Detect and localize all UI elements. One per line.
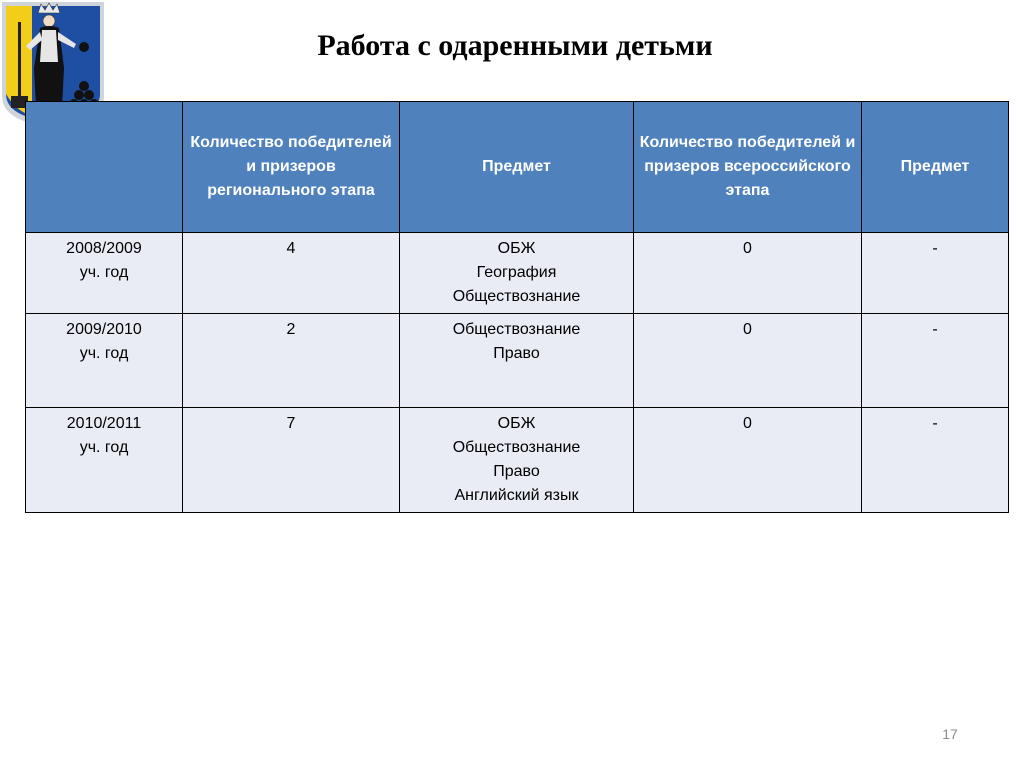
slide-title: Работа с одаренными детьми [317, 29, 713, 62]
subject-line: ОБЖ [497, 415, 536, 432]
year-line: 2010/2011 [66, 415, 142, 432]
national-count-cell: 0 [634, 233, 862, 314]
year-cell [26, 233, 183, 314]
subject-line: Право [493, 463, 540, 480]
year-cell [26, 408, 183, 513]
year-line: 2008/2009 [66, 240, 142, 257]
header-regional-subjects: Предмет [400, 102, 634, 233]
subject-line: География [476, 264, 557, 281]
year-line: уч. год [79, 345, 129, 362]
subject-line: ОБЖ [497, 240, 536, 257]
header-year [26, 102, 183, 233]
regional-count-cell: 7 [183, 408, 400, 513]
subject-line: Право [493, 345, 540, 362]
table-row [26, 233, 1009, 314]
national-subjects-cell: - [862, 314, 1009, 408]
regional-count-cell: 2 [183, 314, 400, 408]
header-national-subjects: Предмет [862, 102, 1009, 233]
header-regional-count: Количество победителей и призеров регионального этапа [183, 102, 400, 233]
table-row [26, 314, 1009, 408]
year-line: уч. год [79, 439, 129, 456]
national-subjects-cell: - [862, 233, 1009, 314]
subject-line: Обществознание [452, 439, 581, 456]
regional-count-cell: 4 [183, 233, 400, 314]
year-line: 2009/2010 [66, 321, 142, 338]
header-national-count: Количество победителей и призеров всероссийского этапа [634, 102, 862, 233]
regional-subjects-cell [400, 408, 634, 513]
national-subjects-cell: - [862, 408, 1009, 513]
subject-line: Обществознание [452, 321, 581, 338]
subject-line: Обществознание [452, 288, 581, 305]
subject-line: Английский язык [454, 487, 579, 504]
regional-subjects-cell [400, 233, 634, 314]
year-cell [26, 314, 183, 408]
olympiad-results-table [25, 101, 1009, 513]
national-count-cell: 0 [634, 314, 862, 408]
table-header-row [26, 102, 1009, 233]
table-row [26, 408, 1009, 513]
regional-subjects-cell [400, 314, 634, 408]
page-number: 17 [942, 726, 958, 742]
national-count-cell: 0 [634, 408, 862, 513]
year-line: уч. год [79, 264, 129, 281]
